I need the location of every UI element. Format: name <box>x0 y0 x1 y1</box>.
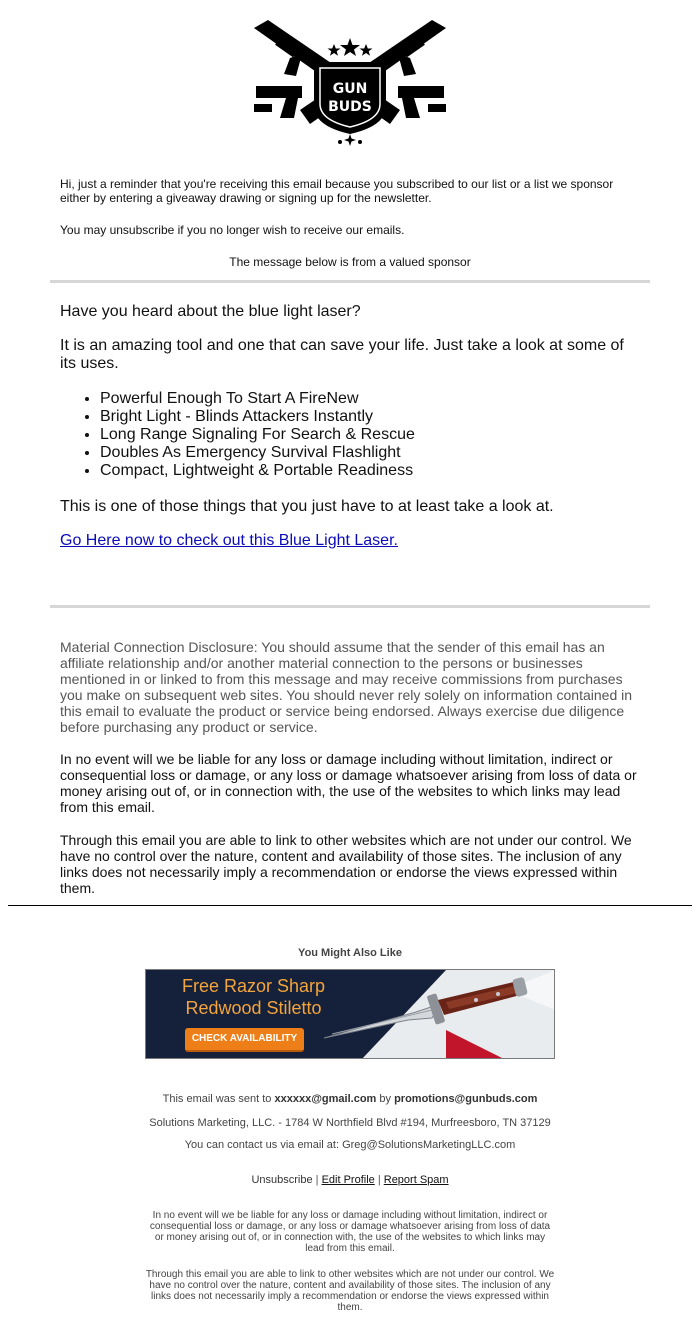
liability-disclaimer: In no event will we be liable for any loss or damage including without limitation, indirect or consequential loss or damage, or any loss or damage whatsoever arising from loss of data or money arising out of, or in connection with, the use of the websites to which links may lead from this email. <box>60 751 637 815</box>
stiletto-ad-banner[interactable] <box>145 969 555 1059</box>
unsubscribe-link[interactable]: Unsubscribe <box>251 1174 313 1186</box>
sent-by-label: by <box>376 1093 395 1105</box>
sent-to-line <box>0 1093 700 1106</box>
separator: | <box>374 1174 384 1186</box>
footer-separator <box>8 905 692 906</box>
divider <box>50 605 650 608</box>
separator: | <box>312 1174 322 1186</box>
list-item: • Long Range Signaling For Search & Rescue <box>100 426 640 444</box>
footer-links <box>0 1174 700 1187</box>
list-item: • Compact, Lightweight & Portable Readiness <box>100 462 640 480</box>
material-disclosure: Material Connection Disclosure: You should assume that the sender of this email has an affiliate relationship and/or another material connection to the persons or businesses mentioned in or linked to from this message and may receive commissions from purchases you make on subsequent web sites. You should never rely solely on information contained in this email to evaluate the product or service being endorsed. Always exercise due diligence before purchasing any product or service. <box>60 639 633 735</box>
edit-profile-link[interactable]: Edit Profile <box>321 1174 375 1186</box>
cta-link[interactable]: Go Here now to check out this Blue Light Laser. <box>60 532 398 549</box>
subscription-reminder: Hi, just a reminder that you're receiving this email because you subscribed to our list or a list we sponsor either by entering a giveaway drawing or signing up for the newsletter. <box>60 177 614 205</box>
left-pistol-icon <box>254 86 302 118</box>
contact-line: You can contact us via email at: Greg@SolutionsMarketingLLC.com <box>184 1139 516 1151</box>
sender-email: promotions@gunbuds.com <box>394 1093 538 1105</box>
sponsor-note: The message below is from a valued sponsor <box>229 255 471 269</box>
logo-text-line1: GUN <box>332 81 368 97</box>
footer-liability: In no event will we be liable for any loss or damage including without limitation, indirect or consequential loss or damage, or any loss or damage whatsoever arising from loss of data or money arising out of, or in connection with, the use of the websites to which links may lead from this email. <box>149 1210 551 1254</box>
also-like-heading: You Might Also Like <box>298 947 402 959</box>
unsubscribe-note: You may unsubscribe if you no longer wish to receive our emails. <box>60 223 405 237</box>
gun-buds-logo-icon <box>250 14 450 154</box>
banner-title-line1: Free Razor Sharp <box>181 976 326 996</box>
uses-list <box>60 390 640 480</box>
external-links-disclaimer: Through this email you are able to link to other websites which are not under our control. We have no control over the nature, content and availability of those sites. The inclusion of any links does not necessarily imply a recommendation or endorse the views expressed within them. <box>60 832 632 896</box>
divider <box>50 280 650 283</box>
promo-heading: Have you heard about the blue light laser? <box>60 303 361 320</box>
recipient-email: xxxxxx@gmail.com <box>274 1093 377 1105</box>
banner-title-line2: Redwood Stiletto <box>185 998 322 1018</box>
report-spam-link[interactable]: Report Spam <box>383 1174 449 1186</box>
list-item: • Bright Light - Blinds Attackers Instantly <box>100 408 640 426</box>
footer-links-disclaimer: Through this email you are able to link to other websites which are not under our control. We have no control over the nature, content and availability of those sites. The inclusion of any links does not necessarily imply a recommendation or endorse the views expressed within them. <box>145 1269 555 1313</box>
logo-text-line2: BUDS <box>328 99 372 115</box>
promo-closing: This is one of those things that you just have to at least take a look at. <box>60 498 554 515</box>
check-availability-button[interactable]: CHECK AVAILABILITY <box>185 1028 304 1052</box>
list-item: • Doubles As Emergency Survival Flashlight <box>100 444 640 462</box>
sent-to-label: This email was sent to <box>162 1093 275 1105</box>
right-pistol-icon <box>398 86 446 118</box>
shield-icon <box>314 62 386 134</box>
promo-intro: It is an amazing tool and one that can save your life. Just take a look at some of its uses. <box>60 337 624 372</box>
logo <box>0 14 700 154</box>
list-item: • Powerful Enough To Start A FireNew <box>100 390 640 408</box>
company-address: Solutions Marketing, LLC. - 1784 W Northfield Blvd #194, Murfreesboro, TN 37129 <box>149 1117 551 1129</box>
